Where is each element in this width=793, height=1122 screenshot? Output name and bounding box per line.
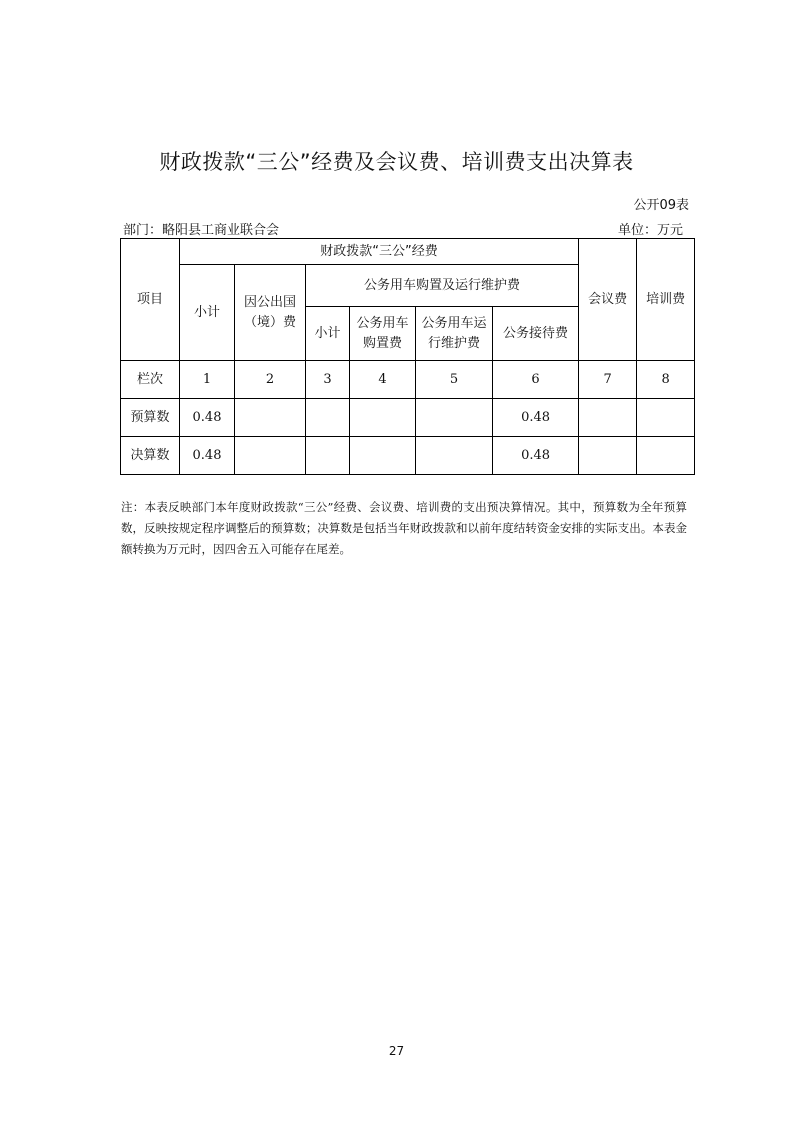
table-cell: 0.48 xyxy=(180,399,235,437)
column-number: 5 xyxy=(416,361,493,399)
table-cell xyxy=(416,437,493,475)
table-cell: 0.48 xyxy=(180,437,235,475)
table-cell xyxy=(637,437,695,475)
table-cell xyxy=(579,399,637,437)
header-subtotal: 小计 xyxy=(180,265,235,361)
column-row-label: 栏次 xyxy=(121,361,180,399)
header-meeting: 会议费 xyxy=(579,239,637,361)
column-number: 1 xyxy=(180,361,235,399)
table-row xyxy=(121,437,695,475)
header-sanggong-total: 财政拨款“三公”经费 xyxy=(180,239,579,265)
header-item: 项目 xyxy=(121,239,180,361)
table-cell xyxy=(306,437,350,475)
column-number: 7 xyxy=(579,361,637,399)
form-number: 公开09表 xyxy=(633,198,689,213)
table-cell xyxy=(579,437,637,475)
page-number: 27 xyxy=(388,1044,405,1058)
column-number: 6 xyxy=(493,361,579,399)
unit-label: 单位：万元 xyxy=(617,223,683,238)
table-cell xyxy=(416,399,493,437)
department-label: 部门：略阳县工商业联合会 xyxy=(123,223,280,238)
table-row xyxy=(121,399,695,437)
column-number: 8 xyxy=(637,361,695,399)
table-cell xyxy=(637,399,695,437)
header-training: 培训费 xyxy=(637,239,695,361)
table-row xyxy=(121,361,695,399)
expenditure-table xyxy=(120,238,695,475)
table-cell xyxy=(235,437,306,475)
header-vehicle: 公务用车购置及运行维护费 xyxy=(306,265,579,307)
header-vehicle-operation: 公务用车运行维护费 xyxy=(416,307,493,361)
table-cell xyxy=(235,399,306,437)
row-label-budget: 预算数 xyxy=(121,399,180,437)
row-label-final: 决算数 xyxy=(121,437,180,475)
table-cell xyxy=(350,437,416,475)
column-number: 2 xyxy=(235,361,306,399)
header-reception: 公务接待费 xyxy=(493,307,579,361)
column-number: 4 xyxy=(350,361,416,399)
footnote: 注：本表反映部门本年度财政拨款“三公”经费、会议费、培训费的支出预决算情况。其中，预算数为全年预算数，反映按规定程序调整后的预算数；决算数是包括当年财政拨款和以前年度结转资金安排的实际支出。本表金额转换为万元时，因四舍五入可能存在尾差。 xyxy=(121,500,687,556)
page-title: 财政拨款“三公”经费及会议费、培训费支出决算表 xyxy=(159,150,634,174)
column-number: 3 xyxy=(306,361,350,399)
header-abroad: 因公出国（境）费 xyxy=(235,265,306,361)
table-cell xyxy=(306,399,350,437)
table-cell: 0.48 xyxy=(493,437,579,475)
table-cell: 0.48 xyxy=(493,399,579,437)
header-vehicle-purchase: 公务用车购置费 xyxy=(350,307,416,361)
header-vehicle-subtotal: 小计 xyxy=(306,307,350,361)
table-cell xyxy=(350,399,416,437)
